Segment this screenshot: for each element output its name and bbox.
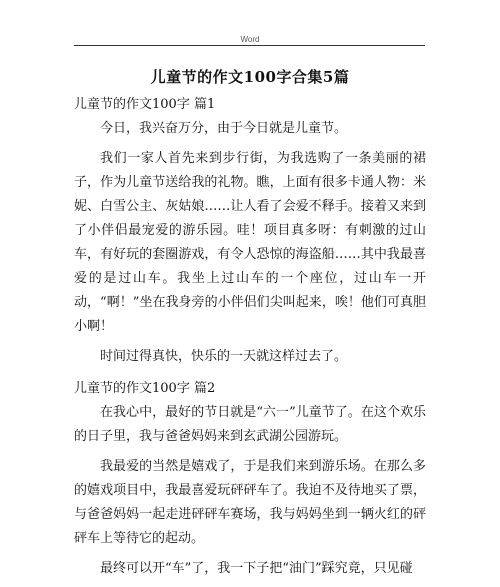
document-title: 儿童节的作文100字合集5篇 (150, 68, 350, 86)
section-heading: 儿童节的作文100字 篇2 (74, 381, 216, 396)
paragraph: 时间过得真快，快乐的一天就这样过去了。 (100, 349, 348, 364)
section-2 (74, 377, 426, 581)
paragraph: 我最爱的当然是嬉戏了，于是我们来到游乐场。在那么多的嬉戏项目中，我最喜爱玩砰砰车了。我迫不及待地买了票，与爸爸妈妈一起走进砰砰车赛场，我与妈妈坐到一辆火红的砰砰车上等待它的起动。 (74, 459, 426, 546)
header-app-label: Word (240, 35, 260, 44)
document-body (74, 93, 426, 587)
paragraph: 我们一家人首先来到步行街，为我选购了一条美丽的裙子，作为儿童节送给我的礼物。瞧，上面有很多卡通人物：米妮、白雪公主、灰姑娘……让人看了会爱不释手。接着又来到了小伴侣最宠爱的游乐园。哇！项目真多呀：有刺激的过山车，有好玩的套圈游戏，有令人恐惊的海盗船……其中我最喜爱的是过山车。我坐上过山车的一个座位，过山车一开动，“啊！”坐在我身旁的小伴侣们尖叫起来，唉！他们可真胆小啊！ (74, 151, 426, 334)
section-heading: 儿童节的作文100字 篇1 (74, 97, 216, 112)
paragraph: 最终可以开“车”了，我一下子把“油门”踩究竟，只见碰 (100, 561, 413, 576)
paragraph: 在我心中，最好的节日就是“六一”儿童节了。在这个欢乐的日子里，我与爸爸妈妈来到玄武湖公园游玩。 (74, 405, 426, 444)
section-1 (74, 93, 426, 369)
header-divider (74, 45, 425, 46)
paragraph: 今日，我兴奋万分，由于今日就是儿童节。 (100, 121, 348, 136)
